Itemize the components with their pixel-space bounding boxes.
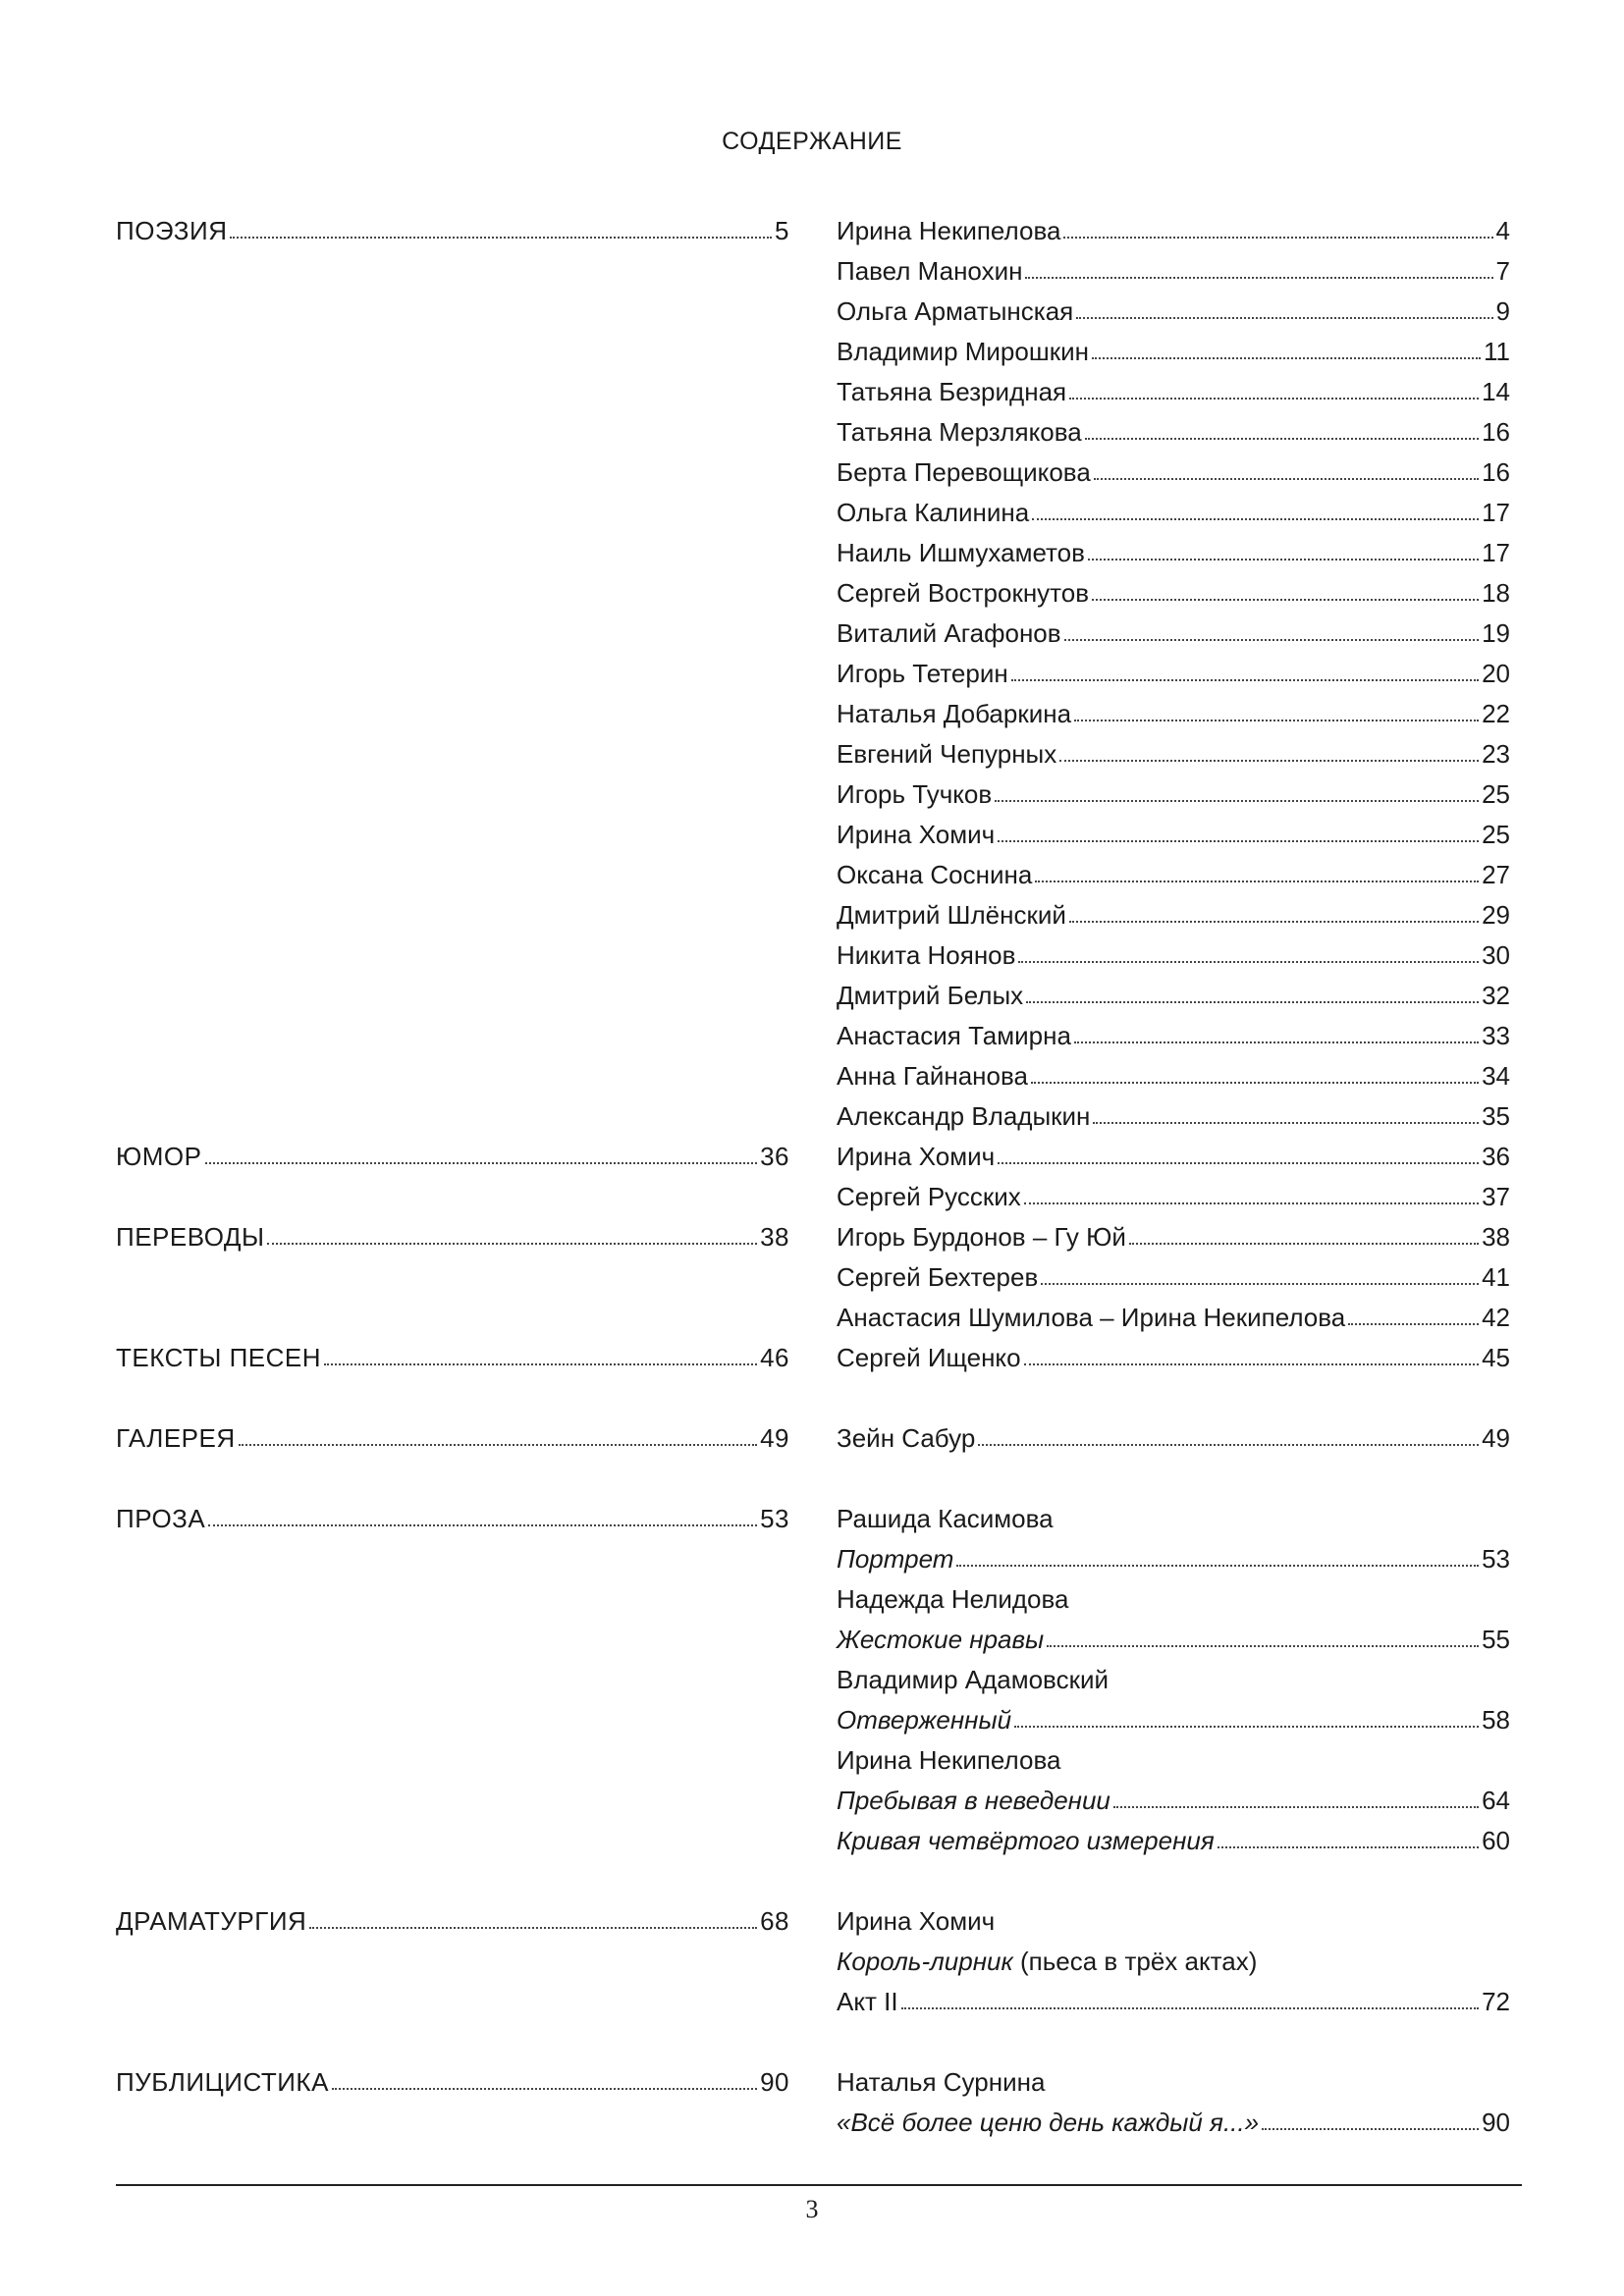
section-row[interactable] xyxy=(116,1418,789,1459)
spacer-row xyxy=(116,1298,789,1338)
entry-row[interactable] xyxy=(837,976,1510,1016)
dot-leader xyxy=(1011,679,1479,681)
section-row[interactable] xyxy=(116,1901,789,1942)
entry-title: Кривая четвёртого измерения xyxy=(837,1826,1215,1855)
page-ref: 16 xyxy=(1482,417,1510,447)
entry-title: Акт II xyxy=(837,1987,898,2016)
page-ref: 19 xyxy=(1482,618,1510,648)
page-ref: 33 xyxy=(1482,1021,1510,1050)
entry-row[interactable] xyxy=(837,1620,1510,1660)
page-ref: 18 xyxy=(1482,578,1510,608)
dot-leader xyxy=(995,800,1479,802)
dot-leader xyxy=(239,1444,757,1446)
entry-title: Оксана Соснина xyxy=(837,860,1033,889)
dot-leader xyxy=(1024,1363,1480,1365)
entry-title: Игорь Тучков xyxy=(837,779,993,809)
section-row[interactable] xyxy=(116,211,789,251)
entry-title: Ольга Арматынская xyxy=(837,296,1074,326)
dot-leader xyxy=(332,2088,757,2090)
entry-title: Берта Перевощикова xyxy=(837,457,1091,487)
spacer-row xyxy=(116,1781,789,1821)
entry-title: Ирина Некипелова xyxy=(837,216,1061,245)
dot-leader xyxy=(1348,1323,1479,1325)
dot-leader xyxy=(1063,237,1492,239)
entry-title: Ирина Хомич xyxy=(837,1906,996,1936)
dot-leader xyxy=(1069,398,1479,400)
entry-row[interactable] xyxy=(837,292,1510,332)
spacer-row xyxy=(116,493,789,533)
section-row[interactable] xyxy=(116,1137,789,1177)
dot-leader xyxy=(1262,2128,1479,2130)
page-ref: 9 xyxy=(1495,296,1510,326)
spacer-row xyxy=(116,1620,789,1660)
page-ref: 90 xyxy=(760,2067,789,2097)
entry-row[interactable] xyxy=(837,493,1510,533)
entry-title: Татьяна Безридная xyxy=(837,377,1067,406)
entry-title: Александр Владыкин xyxy=(837,1101,1091,1131)
dot-leader xyxy=(956,1565,1479,1567)
dot-leader xyxy=(1024,1202,1479,1204)
entry-title: Анна Гайнанова xyxy=(837,1061,1028,1091)
dot-leader xyxy=(1035,881,1479,882)
spacer-row xyxy=(116,1378,789,1418)
entry-row[interactable] xyxy=(837,1217,1510,1257)
page-ref: 27 xyxy=(1482,860,1510,889)
spacer-row xyxy=(837,1861,1510,1901)
entry-row[interactable] xyxy=(837,1137,1510,1177)
section-row[interactable] xyxy=(116,1217,789,1257)
entry-row[interactable] xyxy=(837,855,1510,895)
entry-title: Наталья Сурнина xyxy=(837,2067,1046,2097)
entry-row[interactable] xyxy=(837,1338,1510,1378)
dot-leader xyxy=(1014,1726,1479,1728)
spacer-row xyxy=(116,2103,789,2143)
page-ref: 64 xyxy=(1482,1786,1510,1815)
spacer-row xyxy=(116,2022,789,2062)
dot-leader xyxy=(1085,438,1479,440)
entry-title: Ирина Хомич xyxy=(837,820,996,849)
dot-leader xyxy=(1129,1243,1479,1245)
spacer-row xyxy=(116,453,789,493)
page-ref: 53 xyxy=(1482,1544,1510,1574)
entry-row[interactable] xyxy=(837,1096,1510,1137)
page-ref: 46 xyxy=(760,1343,789,1372)
entry-title: Отверженный xyxy=(837,1705,1012,1735)
page-ref: 16 xyxy=(1482,457,1510,487)
entry-title: Пребывая в неведении xyxy=(837,1786,1110,1815)
entry-title: Портрет xyxy=(837,1544,954,1574)
dot-leader xyxy=(1094,478,1479,480)
page-ref: 32 xyxy=(1482,981,1510,1010)
entry-title: Ирина Хомич xyxy=(837,1142,996,1171)
dot-leader xyxy=(998,840,1479,842)
spacer-row xyxy=(116,1459,789,1499)
entry-title: Никита Ноянов xyxy=(837,940,1016,970)
spacer-row xyxy=(116,1579,789,1620)
spacer-row xyxy=(116,1096,789,1137)
page-ref: 25 xyxy=(1482,820,1510,849)
entry-title: Евгений Чепурных xyxy=(837,739,1057,769)
section-label: ЮМОР xyxy=(116,1142,202,1171)
entry-title: Анастасия Шумилова – Ирина Некипелова xyxy=(837,1303,1346,1332)
dot-leader xyxy=(998,1162,1479,1164)
dot-leader xyxy=(1059,760,1479,762)
sections-column xyxy=(116,211,789,2143)
dot-leader xyxy=(1113,1806,1479,1808)
dot-leader xyxy=(978,1444,1479,1446)
entry-title: Дмитрий Белых xyxy=(837,981,1024,1010)
entry-title: «Всё более ценю день каждый я...» xyxy=(837,2108,1260,2137)
page-number: 3 xyxy=(805,2195,819,2223)
entry-title: Жестокие нравы xyxy=(837,1625,1045,1654)
page-ref: 49 xyxy=(1482,1423,1510,1453)
page-ref: 11 xyxy=(1484,337,1510,366)
entry-title: Анастасия Тамирна xyxy=(837,1021,1071,1050)
section-label: ТЕКСТЫ ПЕСЕН xyxy=(116,1343,322,1372)
entry-title: Сергей Русских xyxy=(837,1182,1021,1211)
dot-leader xyxy=(230,237,772,239)
page-ref: 36 xyxy=(760,1142,789,1171)
entry-row[interactable] xyxy=(837,1982,1510,2022)
spacer-row xyxy=(116,694,789,734)
entry-row[interactable] xyxy=(837,251,1510,292)
entry-row[interactable] xyxy=(837,211,1510,251)
page-ref: 37 xyxy=(1482,1182,1510,1211)
spacer-row xyxy=(116,1740,789,1781)
spacer-row xyxy=(116,1257,789,1298)
spacer-row xyxy=(837,1459,1510,1499)
page-ref: 72 xyxy=(1482,1987,1510,2016)
entry-row[interactable] xyxy=(837,332,1510,372)
entry-title: Зейн Сабур xyxy=(837,1423,976,1453)
dot-leader xyxy=(1064,639,1479,641)
entry-title: Надежда Нелидова xyxy=(837,1584,1069,1614)
entry-title: Владимир Мирошкин xyxy=(837,337,1089,366)
entry-row xyxy=(837,1740,1510,1781)
page-ref: 17 xyxy=(1482,498,1510,527)
dot-leader xyxy=(1074,720,1479,721)
entry-row[interactable] xyxy=(837,533,1510,573)
section-label: ДРАМАТУРГИЯ xyxy=(116,1906,307,1936)
spacer-row xyxy=(116,774,789,815)
entry-title: Игорь Тетерин xyxy=(837,659,1008,688)
entry-title: Сергей Бехтерев xyxy=(837,1262,1039,1292)
entry-row[interactable] xyxy=(837,694,1510,734)
dot-leader xyxy=(267,1243,757,1245)
entry-row[interactable] xyxy=(837,1056,1510,1096)
entry-row xyxy=(837,1660,1510,1700)
entry-subtitle: (пьеса в трёх актах) xyxy=(1012,1947,1258,1976)
spacer-row xyxy=(116,1056,789,1096)
page-ref: 5 xyxy=(775,216,789,245)
spacer-row xyxy=(116,815,789,855)
page-ref: 55 xyxy=(1482,1625,1510,1654)
entry-row xyxy=(837,1942,1510,1982)
page-ref: 20 xyxy=(1482,659,1510,688)
page-ref: 42 xyxy=(1482,1303,1510,1332)
dot-leader xyxy=(1031,1082,1479,1084)
spacer-row xyxy=(116,1982,789,2022)
entry-row xyxy=(837,1499,1510,1539)
entry-row xyxy=(837,2062,1510,2103)
dot-leader xyxy=(1069,921,1479,923)
entry-row[interactable] xyxy=(837,1257,1510,1298)
entry-row xyxy=(837,1579,1510,1620)
page-ref: 38 xyxy=(1482,1222,1510,1252)
dot-leader xyxy=(208,1524,757,1526)
spacer-row xyxy=(116,935,789,976)
page-ref: 45 xyxy=(1482,1343,1510,1372)
page-ref: 53 xyxy=(760,1504,789,1533)
spacer-row xyxy=(116,573,789,614)
footer-rule xyxy=(116,2184,1522,2186)
entry-title: Игорь Бурдонов – Гу Юй xyxy=(837,1222,1126,1252)
spacer-row xyxy=(116,895,789,935)
page-ref: 60 xyxy=(1482,1826,1510,1855)
entry-row[interactable] xyxy=(837,2103,1510,2143)
dot-leader xyxy=(1076,317,1492,319)
entry-title: Ольга Калинина xyxy=(837,498,1030,527)
page-ref: 58 xyxy=(1482,1705,1510,1735)
page-ref: 35 xyxy=(1482,1101,1510,1131)
entry-row[interactable] xyxy=(837,1298,1510,1338)
page-ref: 38 xyxy=(760,1222,789,1252)
spacer-row xyxy=(116,976,789,1016)
entry-row[interactable] xyxy=(837,1539,1510,1579)
dot-leader xyxy=(309,1927,757,1929)
entry-row xyxy=(837,1901,1510,1942)
entry-row[interactable] xyxy=(837,654,1510,694)
section-label: ПОЭЗИЯ xyxy=(116,216,228,245)
contents-title: СОДЕРЖАНИЕ xyxy=(722,128,902,155)
spacer-row xyxy=(116,1177,789,1217)
entry-title: Татьяна Мерзлякова xyxy=(837,417,1082,447)
entry-title: Наиль Ишмухаметов xyxy=(837,538,1085,567)
spacer-row xyxy=(116,1700,789,1740)
spacer-row xyxy=(116,734,789,774)
section-row[interactable] xyxy=(116,2062,789,2103)
spacer-row xyxy=(116,855,789,895)
page-ref: 41 xyxy=(1482,1262,1510,1292)
entry-row[interactable] xyxy=(837,935,1510,976)
dot-leader xyxy=(1218,1846,1479,1848)
dot-leader xyxy=(1074,1041,1479,1043)
page-ref: 34 xyxy=(1482,1061,1510,1091)
spacer-row xyxy=(116,1660,789,1700)
spacer-row xyxy=(116,412,789,453)
entry-row[interactable] xyxy=(837,1821,1510,1861)
entry-title: Рашида Касимова xyxy=(837,1504,1054,1533)
entry-title: Виталий Агафонов xyxy=(837,618,1061,648)
entry-row[interactable] xyxy=(837,372,1510,412)
dot-leader xyxy=(1092,599,1479,601)
entry-row[interactable] xyxy=(837,1700,1510,1740)
section-label: ГАЛЕРЕЯ xyxy=(116,1423,236,1453)
entry-title: Владимир Адамовский xyxy=(837,1665,1109,1694)
entry-row[interactable] xyxy=(837,614,1510,654)
spacer-row xyxy=(837,1378,1510,1418)
dot-leader xyxy=(901,2007,1479,2009)
dot-leader xyxy=(1018,961,1479,963)
section-row[interactable] xyxy=(116,1499,789,1539)
dot-leader xyxy=(1026,1001,1479,1003)
page-ref: 49 xyxy=(760,1423,789,1453)
spacer-row xyxy=(116,1821,789,1861)
spacer-row xyxy=(116,372,789,412)
entry-row[interactable] xyxy=(837,412,1510,453)
spacer-row xyxy=(116,614,789,654)
page-ref: 90 xyxy=(1482,2108,1510,2137)
dot-leader xyxy=(1025,277,1492,279)
spacer-row xyxy=(116,1016,789,1056)
spacer-row xyxy=(116,1539,789,1579)
entry-title: Король-лирник xyxy=(837,1947,1013,1976)
page-ref: 7 xyxy=(1495,256,1510,286)
page-ref: 68 xyxy=(760,1906,789,1936)
dot-leader xyxy=(1093,1122,1479,1124)
dot-leader xyxy=(1047,1645,1479,1647)
entry-row[interactable] xyxy=(837,895,1510,935)
spacer-row xyxy=(116,654,789,694)
page-ref: 14 xyxy=(1482,377,1510,406)
spacer-row xyxy=(116,332,789,372)
spacer-row xyxy=(116,533,789,573)
entry-row[interactable] xyxy=(837,573,1510,614)
page-ref: 17 xyxy=(1482,538,1510,567)
dot-leader xyxy=(324,1363,757,1365)
entry-title: Сергей Вострокнутов xyxy=(837,578,1090,608)
entry-title: Сергей Ищенко xyxy=(837,1343,1021,1372)
page-ref: 23 xyxy=(1482,739,1510,769)
dot-leader xyxy=(1092,357,1481,359)
entry-row[interactable] xyxy=(837,1781,1510,1821)
page-ref: 4 xyxy=(1495,216,1510,245)
entry-row[interactable] xyxy=(837,1177,1510,1217)
entry-title: Ирина Некипелова xyxy=(837,1745,1061,1775)
page-ref: 22 xyxy=(1482,699,1510,728)
spacer-row xyxy=(116,1942,789,1982)
entry-row[interactable] xyxy=(837,734,1510,774)
dot-leader xyxy=(1088,559,1479,561)
entries-column xyxy=(837,211,1510,2143)
entry-title: Дмитрий Шлёнский xyxy=(837,900,1066,930)
entry-row[interactable] xyxy=(837,774,1510,815)
entry-title: Наталья Добаркина xyxy=(837,699,1072,728)
dot-leader xyxy=(1032,518,1479,520)
section-label: ПРОЗА xyxy=(116,1504,206,1533)
spacer-row xyxy=(116,292,789,332)
section-label: ПЕРЕВОДЫ xyxy=(116,1222,265,1252)
entry-row[interactable] xyxy=(837,1418,1510,1459)
entry-row[interactable] xyxy=(837,453,1510,493)
spacer-row xyxy=(837,2022,1510,2062)
entry-row[interactable] xyxy=(837,1016,1510,1056)
entry-title: Павел Манохин xyxy=(837,256,1023,286)
dot-leader xyxy=(205,1162,758,1164)
spacer-row xyxy=(116,251,789,292)
section-row[interactable] xyxy=(116,1338,789,1378)
spacer-row xyxy=(116,1861,789,1901)
page-ref: 36 xyxy=(1482,1142,1510,1171)
page-ref: 25 xyxy=(1482,779,1510,809)
page-ref: 29 xyxy=(1482,900,1510,930)
dot-leader xyxy=(1041,1283,1479,1285)
entry-row[interactable] xyxy=(837,815,1510,855)
page-ref: 30 xyxy=(1482,940,1510,970)
section-label: ПУБЛИЦИСТИКА xyxy=(116,2067,329,2097)
